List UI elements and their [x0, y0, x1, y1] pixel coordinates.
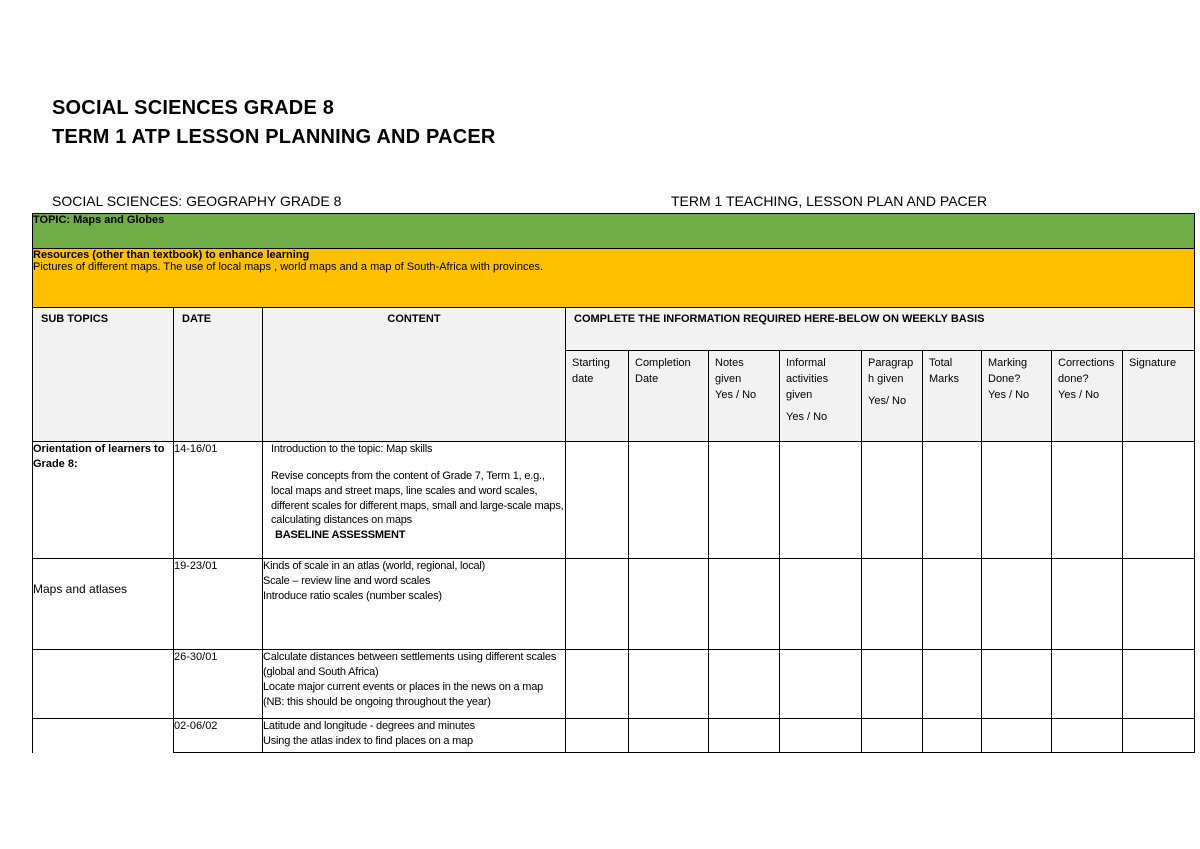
notes-cell[interactable]	[709, 650, 780, 719]
marks-cell[interactable]	[923, 650, 982, 719]
subtopic-cell: Orientation of learners to Grade 8:	[33, 442, 174, 559]
table-row	[33, 650, 1195, 719]
lesson-plan-table	[32, 213, 1195, 753]
paragraph-cell[interactable]	[862, 719, 923, 753]
marking-cell[interactable]	[982, 719, 1052, 753]
completion-date-cell[interactable]	[629, 559, 709, 650]
starting-date-cell[interactable]	[566, 650, 629, 719]
content-cell: Introduction to the topic: Map skills Revise concepts from the content of Grade 7, Term 1, e.g., local maps and street maps, line scales and word scales, different scales for different maps, small and large-scale maps, calculating distances on maps BASELINE ASSESSMENT	[263, 442, 566, 559]
paragraph-cell[interactable]	[862, 559, 923, 650]
corrections-cell[interactable]	[1052, 442, 1123, 559]
notes-cell[interactable]	[709, 442, 780, 559]
header-date: DATE	[174, 308, 263, 442]
corrections-cell[interactable]	[1052, 719, 1123, 753]
notes-cell[interactable]	[709, 719, 780, 753]
header-paragraph-given: Paragrap h given Yes/ No	[862, 351, 923, 442]
marks-cell[interactable]	[923, 719, 982, 753]
content-cell: Kinds of scale in an atlas (world, regional, local) Scale – review line and word scales Introduce ratio scales (number scales)	[263, 559, 566, 650]
paragraph-cell[interactable]	[862, 650, 923, 719]
activities-cell[interactable]	[780, 559, 862, 650]
starting-date-cell[interactable]	[566, 559, 629, 650]
table-row	[33, 559, 1195, 650]
header-starting-date: Starting date	[566, 351, 629, 442]
date-cell: 02-06/02	[174, 719, 263, 753]
subtopic-cell: Maps and atlases	[33, 559, 174, 650]
signature-cell[interactable]	[1123, 442, 1195, 559]
document-subtitle: TERM 1 ATP LESSON PLANNING AND PACER	[52, 126, 496, 148]
date-cell: 26-30/01	[174, 650, 263, 719]
activities-cell[interactable]	[780, 719, 862, 753]
activities-cell[interactable]	[780, 650, 862, 719]
header-total-marks: Total Marks	[923, 351, 982, 442]
header-marking-done: Marking Done? Yes / No	[982, 351, 1052, 442]
corrections-cell[interactable]	[1052, 559, 1123, 650]
header-sub-topics: SUB TOPICS	[33, 308, 174, 442]
signature-cell[interactable]	[1123, 559, 1195, 650]
completion-date-cell[interactable]	[629, 719, 709, 753]
term-heading: TERM 1 TEACHING, LESSON PLAN AND PACER	[671, 193, 988, 209]
signature-cell[interactable]	[1123, 650, 1195, 719]
subject-heading: SOCIAL SCIENCES: GEOGRAPHY GRADE 8	[52, 193, 342, 209]
subtopic-cell	[33, 650, 174, 719]
header-signature: Signature	[1123, 351, 1195, 442]
marking-cell[interactable]	[982, 559, 1052, 650]
resources-title: Resources (other than textbook) to enhance learning	[33, 249, 310, 261]
completion-date-cell[interactable]	[629, 650, 709, 719]
corrections-cell[interactable]	[1052, 650, 1123, 719]
marking-cell[interactable]	[982, 650, 1052, 719]
starting-date-cell[interactable]	[566, 719, 629, 753]
content-cell: Calculate distances between settlements using different scales (global and South Africa) Locate major current events or places in the news on a map (NB: this should be ongoing throughout the year)	[263, 650, 566, 719]
resources-banner	[33, 249, 1195, 308]
date-cell: 14-16/01	[174, 442, 263, 559]
activities-cell[interactable]	[780, 442, 862, 559]
date-cell: 19-23/01	[174, 559, 263, 650]
signature-cell[interactable]	[1123, 719, 1195, 753]
completion-date-cell[interactable]	[629, 442, 709, 559]
document-title: SOCIAL SCIENCES GRADE 8	[52, 97, 335, 119]
header-completion-date: Completion Date	[629, 351, 709, 442]
notes-cell[interactable]	[709, 559, 780, 650]
table-row	[33, 719, 1195, 753]
header-notes-given: Notes given Yes / No	[709, 351, 780, 442]
resources-text: Pictures of different maps. The use of local maps , world maps and a map of South-Africa with provinces.	[33, 261, 544, 273]
marks-cell[interactable]	[923, 442, 982, 559]
table-row	[33, 442, 1195, 559]
header-weekly-info: COMPLETE THE INFORMATION REQUIRED HERE-BELOW ON WEEKLY BASIS	[566, 308, 1195, 351]
header-informal-activities: Informal activities given Yes / No	[780, 351, 862, 442]
header-corrections-done: Corrections done? Yes / No	[1052, 351, 1123, 442]
starting-date-cell[interactable]	[566, 442, 629, 559]
marking-cell[interactable]	[982, 442, 1052, 559]
topic-banner: TOPIC: Maps and Globes	[33, 214, 1195, 249]
header-content: CONTENT	[263, 308, 566, 442]
marks-cell[interactable]	[923, 559, 982, 650]
content-cell: Latitude and longitude - degrees and minutes Using the atlas index to find places on a map	[263, 719, 566, 753]
subtopic-cell	[33, 719, 174, 753]
paragraph-cell[interactable]	[862, 442, 923, 559]
